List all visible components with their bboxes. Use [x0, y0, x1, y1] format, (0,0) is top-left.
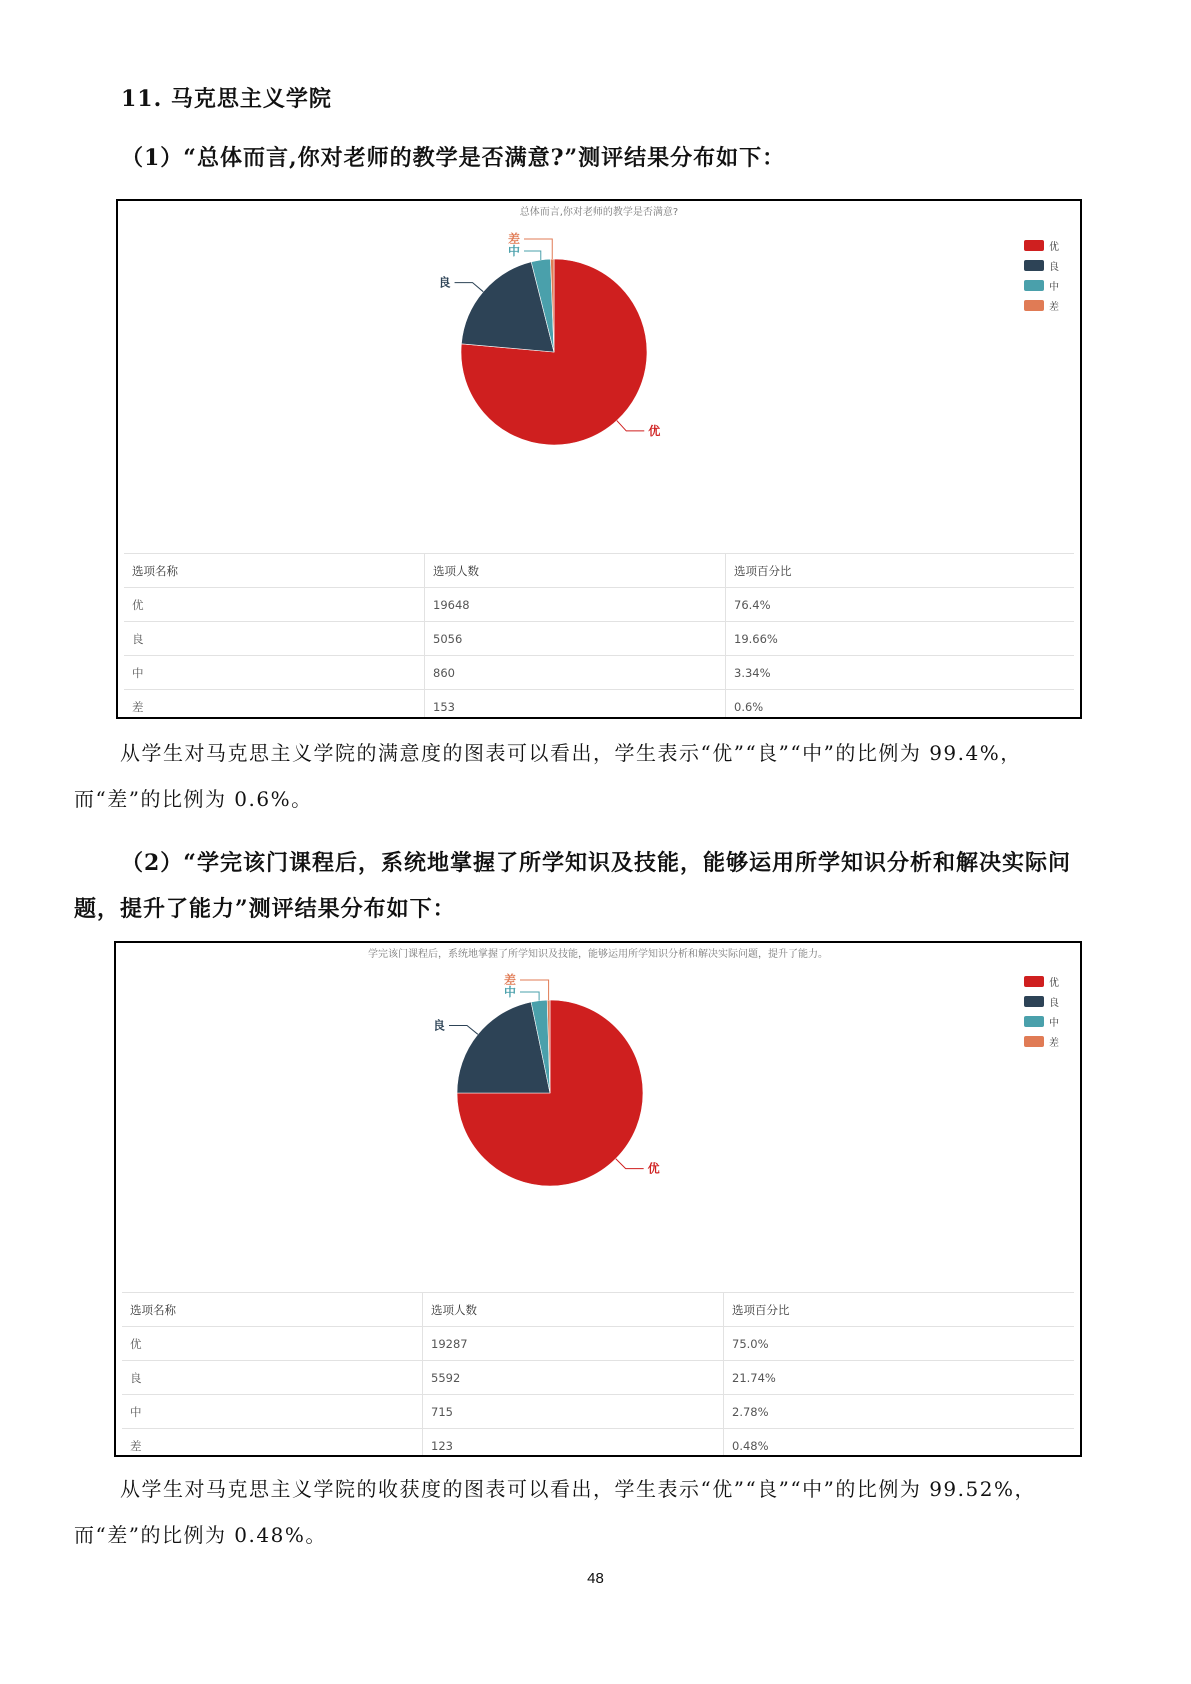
- cell-percent: 0.6%: [726, 690, 1075, 720]
- q1-heading: （1）“总体而言,你对老师的教学是否满意?”测评结果分布如下：: [121, 145, 786, 171]
- legend-label-0: 优: [1049, 242, 1059, 253]
- pie-leader-line-0: [617, 421, 644, 431]
- table-row: [122, 1395, 1074, 1429]
- q2-pie-chart: [116, 943, 1080, 1291]
- q2-summary-line2: 而“差”的比例为 0.48%。: [74, 1523, 327, 1547]
- pie-label-3: 差: [507, 232, 520, 246]
- q2-chart-panel: [114, 941, 1082, 1457]
- table-row: [124, 690, 1074, 720]
- pie-label-2: 中: [507, 244, 520, 258]
- col-header-count: 选项人数: [425, 554, 726, 588]
- q2-heading-line1: （2）“学完该门课程后，系统地掌握了所学知识及技能，能够运用所学知识分析和解决实际问: [121, 850, 1071, 876]
- q1-chart-title: 总体而言,你对老师的教学是否满意?: [519, 207, 679, 218]
- q1-data-table: [124, 553, 1074, 719]
- cell-count: 153: [425, 690, 726, 720]
- legend-label-2: 中: [1049, 1018, 1059, 1029]
- cell-option: 差: [122, 1429, 423, 1458]
- cell-percent: 2.78%: [724, 1395, 1075, 1429]
- pie-leader-line-2: [520, 992, 539, 1001]
- cell-percent: 75.0%: [724, 1327, 1075, 1361]
- table-header-row: [122, 1293, 1074, 1327]
- cell-option: 中: [124, 656, 425, 690]
- legend-swatch-2: [1024, 1016, 1044, 1027]
- pie-label-2: 中: [503, 985, 516, 999]
- table-row: [122, 1429, 1074, 1458]
- section-title: 11. 马克思主义学院: [121, 86, 332, 112]
- legend-label-2: 中: [1049, 282, 1059, 293]
- page-number: 48: [587, 1570, 604, 1587]
- cell-percent: 76.4%: [726, 588, 1075, 622]
- q1-pie-chart: [118, 201, 1080, 551]
- cell-count: 860: [425, 656, 726, 690]
- q2-data-table: [122, 1292, 1074, 1457]
- table-row: [124, 588, 1074, 622]
- cell-count: 19648: [425, 588, 726, 622]
- legend-swatch-1: [1024, 996, 1044, 1007]
- cell-option: 优: [122, 1327, 423, 1361]
- col-header-count: 选项人数: [423, 1293, 724, 1327]
- table-row: [122, 1361, 1074, 1395]
- cell-percent: 0.48%: [724, 1429, 1075, 1458]
- pie-leader-line-1: [455, 283, 484, 292]
- pie-label-0: 优: [648, 423, 661, 438]
- legend-label-3: 差: [1049, 1038, 1059, 1049]
- table-row: [124, 656, 1074, 690]
- pie-label-1: 良: [432, 1018, 446, 1033]
- cell-option: 中: [122, 1395, 423, 1429]
- cell-percent: 21.74%: [724, 1361, 1075, 1395]
- cell-option: 良: [122, 1361, 423, 1395]
- cell-count: 123: [423, 1429, 724, 1458]
- legend-label-1: 良: [1049, 998, 1059, 1009]
- pie-leader-line-3: [520, 980, 549, 1000]
- legend-swatch-3: [1024, 300, 1044, 311]
- col-header-option: 选项名称: [122, 1293, 423, 1327]
- cell-option: 优: [124, 588, 425, 622]
- legend-swatch-0: [1024, 976, 1044, 987]
- cell-count: 5592: [423, 1361, 724, 1395]
- q2-heading-line2: 题，提升了能力”测评结果分布如下：: [74, 896, 456, 922]
- table-row: [122, 1327, 1074, 1361]
- cell-percent: 3.34%: [726, 656, 1075, 690]
- q2-summary-line1: 从学生对马克思主义学院的收获度的图表可以看出，学生表示“优”“良”“中”的比例为 99.52%，: [120, 1477, 1036, 1501]
- table-header-row: [124, 554, 1074, 588]
- legend-swatch-3: [1024, 1036, 1044, 1047]
- pie-label-1: 良: [438, 275, 451, 290]
- cell-option: 差: [124, 690, 425, 720]
- legend-swatch-0: [1024, 240, 1044, 251]
- cell-percent: 19.66%: [726, 622, 1075, 656]
- legend-swatch-1: [1024, 260, 1044, 271]
- col-header-percent: 选项百分比: [724, 1293, 1075, 1327]
- pie-label-0: 优: [647, 1161, 660, 1176]
- pie-leader-line-1: [449, 1025, 478, 1034]
- pie-leader-line-2: [524, 251, 541, 260]
- q1-summary-line2: 而“差”的比例为 0.6%。: [74, 787, 313, 811]
- cell-count: 5056: [425, 622, 726, 656]
- pie-leader-line-0: [616, 1159, 644, 1169]
- legend-label-0: 优: [1049, 978, 1059, 989]
- pie-leader-line-3: [524, 239, 552, 259]
- q2-chart-title: 学完该门课程后，系统地掌握了所学知识及技能，能够运用所学知识分析和解决实际问题，提升了能力。: [368, 949, 828, 960]
- legend-swatch-2: [1024, 280, 1044, 291]
- cell-option: 良: [124, 622, 425, 656]
- col-header-percent: 选项百分比: [726, 554, 1075, 588]
- col-header-option: 选项名称: [124, 554, 425, 588]
- legend-label-1: 良: [1049, 262, 1059, 273]
- legend-label-3: 差: [1049, 302, 1059, 313]
- cell-count: 19287: [423, 1327, 724, 1361]
- table-row: [124, 622, 1074, 656]
- pie-label-3: 差: [503, 973, 516, 987]
- cell-count: 715: [423, 1395, 724, 1429]
- q1-summary-line1: 从学生对马克思主义学院的满意度的图表可以看出，学生表示“优”“良”“中”的比例为 99.4%，: [120, 741, 1022, 765]
- q1-chart-panel: [116, 199, 1082, 719]
